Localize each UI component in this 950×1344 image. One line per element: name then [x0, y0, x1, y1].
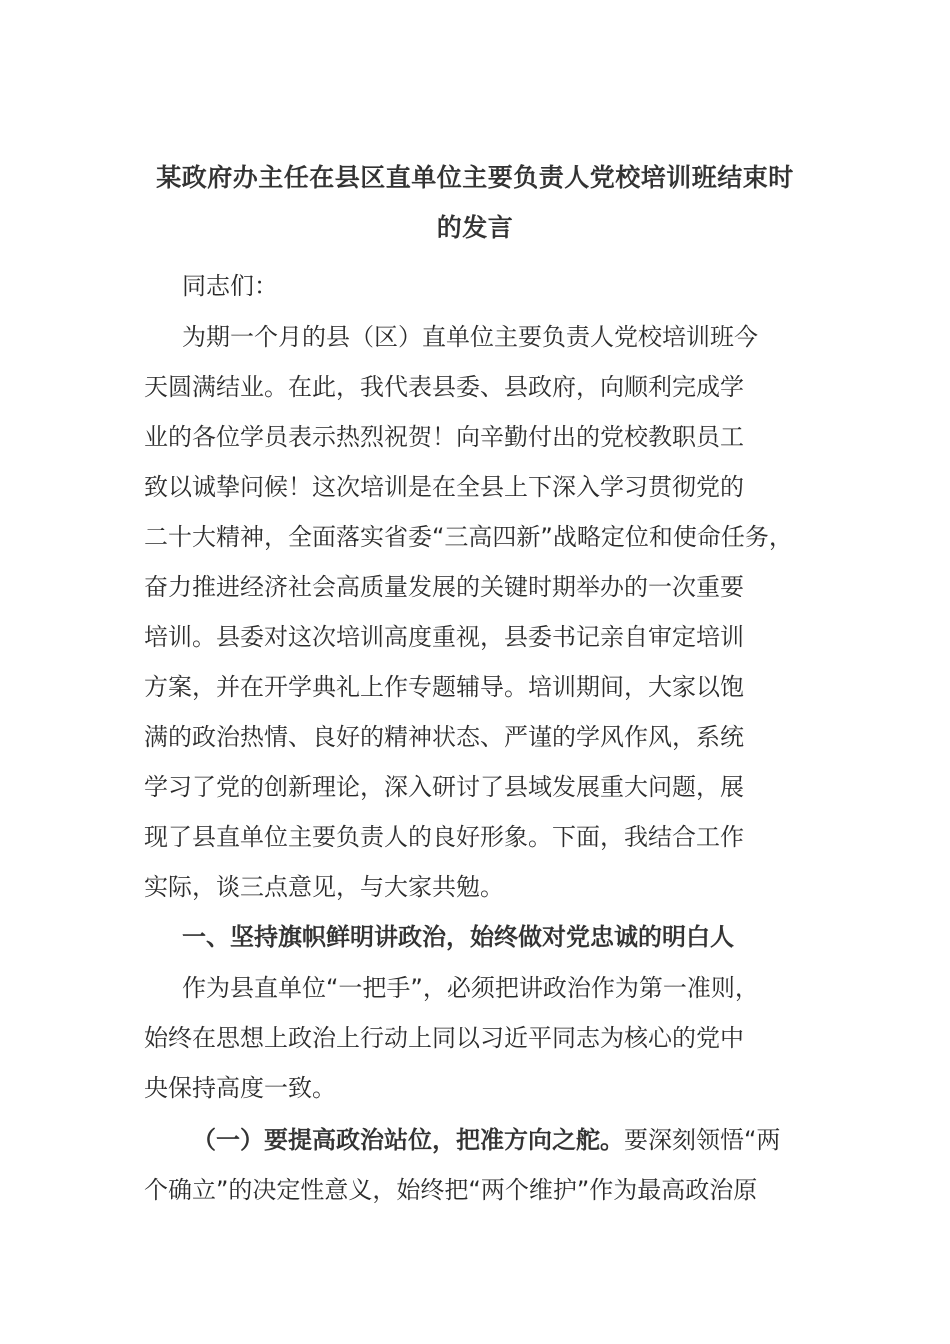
intro-line: 为期一个月的县（区）直单位主要负责人党校培训班今: [182, 323, 758, 351]
intro-line: 实际，谈三点意见，与大家共勉。: [144, 873, 504, 901]
intro-line: 现了县直单位主要负责人的良好形象。下面，我结合工作: [144, 823, 744, 851]
subsection-1-text: 要深刻领悟“两: [624, 1126, 781, 1154]
subsection-1-first-line: [192, 1125, 780, 1155]
section-1-line: 作为县直单位“一把手”，必须把讲政治作为第一准则，: [182, 974, 759, 1002]
document-title-line-1: 某政府办主任在县区直单位主要负责人党校培训班结束时: [156, 163, 794, 192]
intro-line: 致以诚挚问候！这次培训是在全县上下深入学习贯彻党的: [144, 473, 744, 501]
salutation: 同志们：: [182, 272, 278, 300]
intro-line: 奋力推进经济社会高质量发展的关键时期举办的一次重要: [144, 573, 744, 601]
section-1-heading: 一、坚持旗帜鲜明讲政治，始终做对党忠诚的明白人: [182, 923, 734, 951]
subsection-1-heading: （一）要提高政治站位，把准方向之舵。: [192, 1126, 624, 1154]
intro-line: 方案，并在开学典礼上作专题辅导。培训期间，大家以饱: [144, 673, 744, 701]
intro-line: 培训。县委对这次培训高度重视，县委书记亲自审定培训: [144, 623, 744, 651]
document-title-line-2: 的发言: [436, 213, 514, 242]
intro-line: 满的政治热情、良好的精神状态、严谨的学风作风，系统: [144, 723, 744, 751]
intro-line: 二十大精神，全面落实省委“三高四新”战略定位和使命任务，: [144, 523, 793, 551]
subsection-1-line: 个确立”的决定性意义，始终把“两个维护”作为最高政治原: [144, 1176, 758, 1204]
intro-line: 天圆满结业。在此，我代表县委、县政府，向顺利完成学: [144, 373, 744, 401]
section-1-line: 始终在思想上政治上行动上同以习近平同志为核心的党中: [144, 1024, 744, 1052]
intro-line: 业的各位学员表示热烈祝贺！向辛勤付出的党校教职员工: [144, 423, 744, 451]
section-1-line: 央保持高度一致。: [144, 1074, 336, 1102]
intro-line: 学习了党的创新理论，深入研讨了县域发展重大问题，展: [144, 773, 744, 801]
